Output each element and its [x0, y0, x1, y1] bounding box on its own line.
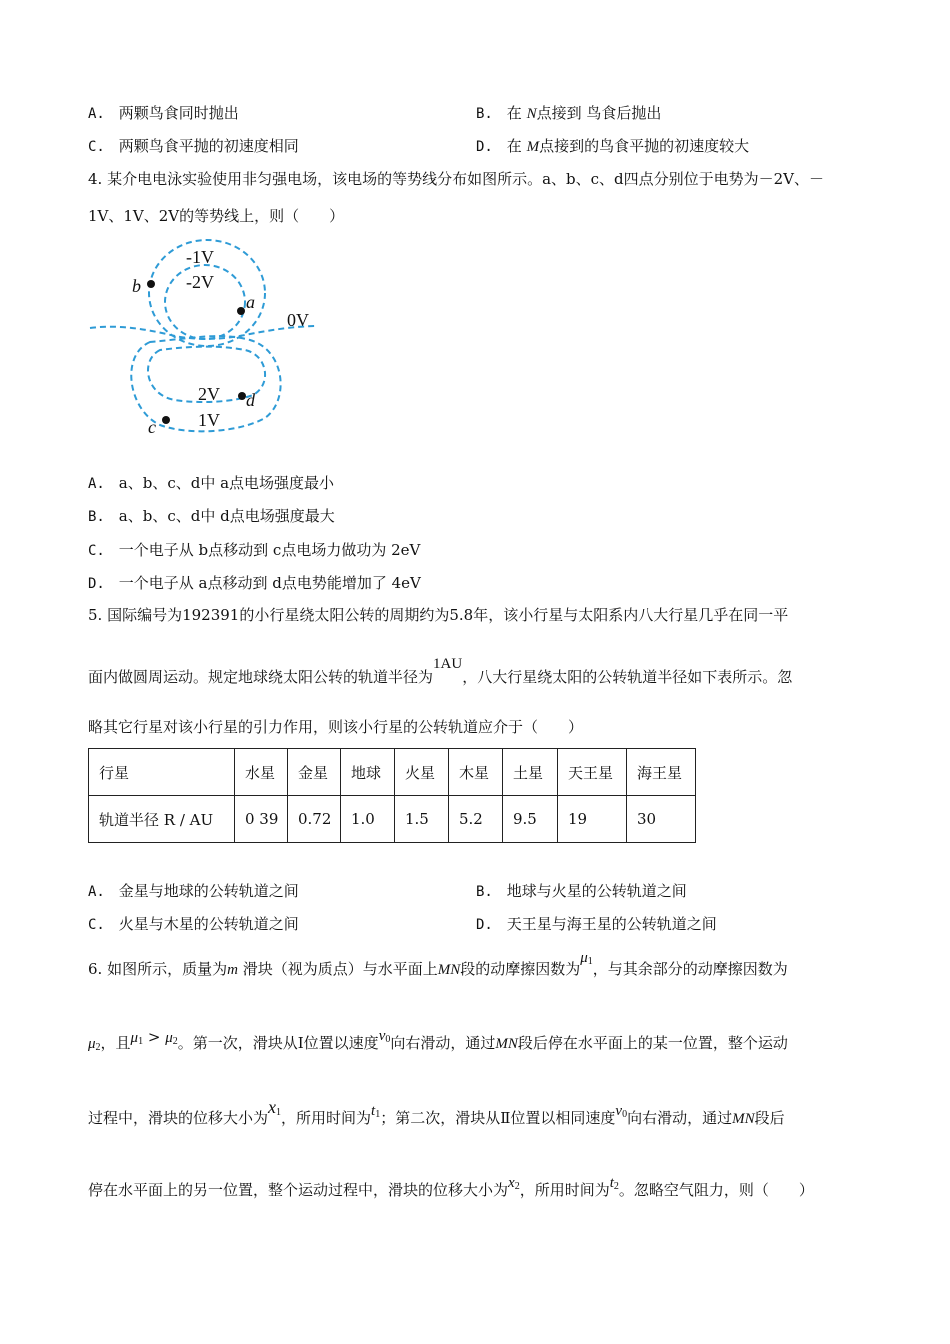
- q5-option-d-text: 天王星与海王星的公转轨道之间: [506, 915, 717, 933]
- mu1-symbol: $\mu_1$: [580, 950, 593, 967]
- table-header-cell: 海王星: [627, 749, 696, 796]
- q6-text: 向右滑动，通过: [390, 1034, 496, 1052]
- table-row: [89, 796, 696, 843]
- var-m: M: [526, 139, 540, 155]
- q5-line2: [88, 656, 793, 687]
- q5-line2-pre: 面内做圆周运动。规定地球绕太阳公转的轨道半径为: [88, 668, 434, 686]
- label-b: b: [132, 276, 141, 296]
- q3-option-c-text: 两颗鸟食平抛的初速度相同: [118, 137, 299, 155]
- label-0v: 0V: [287, 310, 309, 330]
- option-label: D.: [476, 139, 493, 155]
- option-label: B.: [476, 106, 493, 122]
- q4-stem-line1: 4. 某介电电泳实验使用非匀强电场，该电场的等势线分布如图所示。a、b、c、d四点分别位于电势为－2V、－: [88, 170, 825, 188]
- table-row-label: 轨道半径 R / AU: [89, 796, 235, 843]
- label-1v: 1V: [198, 410, 220, 430]
- q4-option-a: [88, 472, 334, 493]
- label-c: c: [148, 417, 156, 437]
- option-label: C.: [88, 543, 105, 559]
- q5-line1: 5. 国际编号为192391的小行星绕太阳公转的周期约为5.8年，该小行星与太阳系内八大行星几乎在同一平: [88, 606, 789, 624]
- x2-symbol: $x_2$: [508, 1175, 520, 1192]
- q3-option-d-text-post: 点接到的鸟食平抛的初速度较大: [539, 137, 750, 155]
- q6-text: 6. 如图所示，质量为: [88, 960, 228, 978]
- mu2-symbol: $\mu_2$: [88, 1036, 101, 1053]
- q5-au-unit: 1AU: [433, 656, 463, 672]
- table-cell: 1.0: [341, 796, 395, 843]
- v0-symbol: $v_0$: [615, 1103, 628, 1120]
- q4-option-a-text: a、b、c、d中 a点电场强度最小: [118, 474, 335, 492]
- q6-text: ；第二次，滑块从Ⅱ位置以相同速度: [380, 1109, 616, 1127]
- var-mn: MN: [495, 1036, 518, 1052]
- q6-text: 段后: [754, 1109, 785, 1127]
- option-label: A.: [88, 884, 105, 900]
- label-2v: 2V: [198, 384, 220, 404]
- q6-text: 过程中，滑块的位移大小为: [88, 1109, 269, 1127]
- q4-option-d: [88, 572, 421, 593]
- t1-symbol: $t_1$: [371, 1103, 381, 1120]
- orbit-radius-table: [88, 748, 696, 843]
- q3-option-c: [88, 135, 299, 156]
- q6-line4: [88, 1175, 814, 1201]
- q4-option-b-text: a、b、c、d中 d点电场强度最大: [118, 507, 335, 525]
- table-header-cell: 天王星: [558, 749, 627, 796]
- table-cell: 1.5: [395, 796, 449, 843]
- q3-option-d-text-pre: 在: [506, 137, 527, 155]
- q6-text: 滑块（视为质点）与水平面上: [237, 960, 438, 978]
- table-header-cell: 水星: [235, 749, 288, 796]
- q3-option-a-text: 两颗鸟食同时抛出: [118, 104, 239, 122]
- q5-line3: 略其它行星对该小行星的引力作用，则该小行星的公转轨道应介于（ ）: [88, 718, 584, 736]
- q5-option-c-text: 火星与木星的公转轨道之间: [118, 915, 299, 933]
- q6-line3: [88, 1097, 785, 1129]
- var-m: m: [227, 962, 238, 978]
- option-label: D.: [476, 917, 493, 933]
- option-label: B.: [476, 884, 493, 900]
- q4-option-d-text: 一个电子从 a点移动到 d点电势能增加了 4eV: [118, 574, 421, 592]
- option-label: A.: [88, 476, 105, 492]
- label-d: d: [246, 390, 255, 410]
- table-cell: 0.72: [288, 796, 341, 843]
- table-cell: 9.5: [503, 796, 558, 843]
- q4-stem-line2: 1V、1V、2V的等势线上，则（ ）: [88, 207, 345, 225]
- q5-option-c: [88, 913, 299, 934]
- v0-symbol: $v_0$: [378, 1028, 391, 1045]
- label-minus-1v: -1V: [186, 247, 214, 267]
- q5-option-b: [476, 880, 687, 901]
- var-mn: MN: [732, 1111, 755, 1127]
- table-header-cell: 行星: [89, 749, 235, 796]
- table-header-cell: 金星: [288, 749, 341, 796]
- table-header-cell: 木星: [449, 749, 503, 796]
- q6-text: ，所用时间为: [281, 1109, 372, 1127]
- option-label: C.: [88, 139, 105, 155]
- q6-text: ，与其余部分的动摩擦因数为: [592, 960, 788, 978]
- point-d: [238, 392, 246, 400]
- q6-line2: [88, 1028, 788, 1054]
- option-label: B.: [88, 509, 105, 525]
- q6-line1: [88, 950, 788, 980]
- q5-option-b-text: 地球与火星的公转轨道之间: [506, 882, 687, 900]
- label-a: a: [246, 292, 255, 312]
- q3-option-a: [88, 102, 239, 123]
- table-row: [89, 749, 696, 796]
- mu-inequality: $\mu_1 > \mu_2$: [130, 1028, 178, 1047]
- q5-option-a-text: 金星与地球的公转轨道之间: [118, 882, 299, 900]
- q6-text: 。第一次，滑块从Ⅰ位置以速度: [177, 1034, 379, 1052]
- option-label: A.: [88, 106, 105, 122]
- x1-symbol: $x_1$: [268, 1097, 282, 1118]
- equipotential-figure: [84, 236, 334, 441]
- point-c: [162, 416, 170, 424]
- var-n: N: [526, 106, 537, 122]
- option-label: C.: [88, 917, 105, 933]
- q5-option-d: [476, 913, 717, 934]
- table-cell: 0 39: [235, 796, 288, 843]
- q4-option-c-text: 一个电子从 b点移动到 c点电场力做功为 2eV: [118, 541, 421, 559]
- table-cell: 19: [558, 796, 627, 843]
- q6-text: 停在水平面上的另一位置，整个运动过程中，滑块的位移大小为: [88, 1181, 509, 1199]
- q3-option-d: [476, 135, 749, 156]
- q6-text: 。忽略空气阻力，则（ ）: [618, 1181, 814, 1199]
- q5-option-a: [88, 880, 299, 901]
- q6-text: ，且: [100, 1034, 131, 1052]
- q4-option-c: [88, 539, 420, 560]
- q6-text: 段的动摩擦因数为: [460, 960, 581, 978]
- point-a: [237, 307, 245, 315]
- t2-symbol: $t_2$: [609, 1175, 619, 1192]
- q6-text: ，所用时间为: [519, 1181, 610, 1199]
- table-header-cell: 火星: [395, 749, 449, 796]
- table-header-cell: 地球: [341, 749, 395, 796]
- option-label: D.: [88, 576, 105, 592]
- q3-option-b-text-post: 点接到 鸟食后抛出: [536, 104, 662, 122]
- q3-option-b: [476, 102, 661, 123]
- table-header-cell: 土星: [503, 749, 558, 796]
- point-b: [147, 280, 155, 288]
- label-minus-2v: -2V: [186, 272, 214, 292]
- table-cell: 5.2: [449, 796, 503, 843]
- q4-option-b: [88, 505, 335, 526]
- var-mn: MN: [437, 962, 461, 978]
- q6-text: 向右滑动，通过: [627, 1109, 733, 1127]
- q3-option-b-text-pre: 在: [506, 104, 527, 122]
- table-cell: 30: [627, 796, 696, 843]
- q6-text: 段后停在水平面上的某一位置，整个运动: [517, 1034, 788, 1052]
- q5-line2-post: ，八大行星绕太阳的公转轨道半径如下表所示。忽: [462, 668, 793, 686]
